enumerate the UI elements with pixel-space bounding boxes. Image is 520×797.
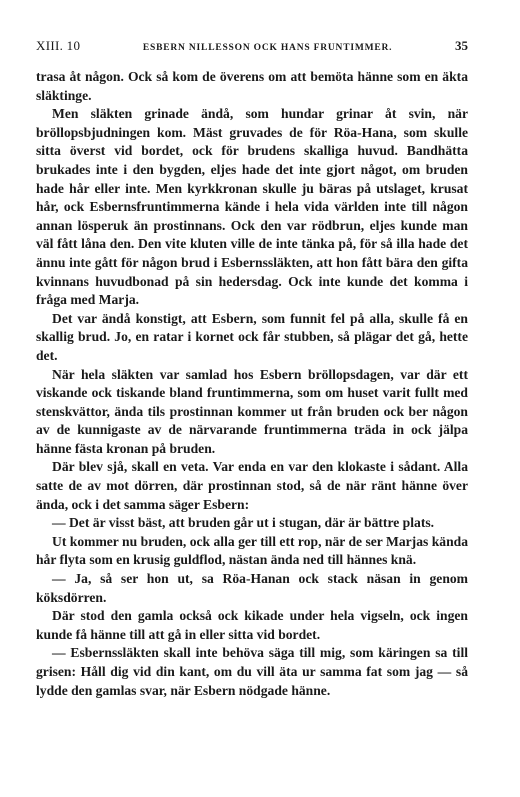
chapter-marker: XIII. 10 [36,38,81,53]
paragraph: När hela släkten var samlad hos Esbern bröllopsdagen, var där ett viskande ock tiskande bland fruntimmerna, som om huset varit fullt med stenskvättor, ända tils prostinnan kommer ut från bruden ock ber någon av de kunnigaste av de närvarande fruntimmerna träda in ock jälpa hänne fästa kronan på bruden. [36,366,468,456]
paragraph: Det var ändå konstigt, att Esbern, som funnit fel på alla, skulle få en skallig brud. Jo, en ratar i kornet ock får stubben, så plägar det gå, hette det. [36,310,468,363]
paragraph: Men släkten grinade ändå, som hundar grinar åt svin, när bröllopsbjudningen kom. Mäst gruvades de för Röa-Hana, som skulle sitta överst vid bordet, ock för brudens skalliga huvud. Bandhätta brukades inte i den bygden, eljes hade det inte gjort något, om bruden hade hår eller inte. Men kyrkkronan skulle ju bäras på utslaget, krusat hår, ock Esbernsfruntimmerna kände i hela vida världen inte till någon annan lösperuk än prostinnans. Ock den var rödbrun, eljes kunde man väl fått låna den. Den vite kluten ville de inte tänka på, för så illa hade det ännu inte gått för någon brud i Esbernssläkten, att hon fått bära den gifta kvinnans huvudbonad på sin hedersdag. Ock inte kunde det komma i fråga med Marja. [36,106,468,308]
paragraph: Där stod den gamla också ock kikade under hela vigseln, ock ingen kunde få hänne till att gå in eller sitta vid bordet. [36,608,468,642]
paragraph: — Det är visst bäst, att bruden går ut i stugan, där är bättre plats. [52,515,435,531]
paragraph: Där blev sjå, skall en veta. Var enda en var den klokaste i sådant. Alla satte de av mot dörren, där prostinnan stod, så de när ränt hänne över ända, ock i det samma säger Esbern: [36,459,468,512]
running-title: ESBERN NILLESSON OCK HANS FRUNTIMMER. [142,43,393,53]
body-text [36,68,468,700]
paragraph: — Esbernssläkten skall inte behöva säga till mig, som käringen sa till grisen: Håll dig vid din kant, om du vill äta ur samma fat som jag — så lydde den gamlas svar, när Esbern nödgade hänne. [36,645,468,698]
paragraph: trasa åt någon. Ock så kom de överens om att bemöta hänne som en äkta släktinge. [36,69,468,103]
page-number: 35 [455,38,468,53]
paragraph: Ut kommer nu bruden, ock alla ger till ett rop, när de ser Marjas kända hår flyta som en krusig guldflod, nästan ända ned till hännes knä. [36,533,468,568]
paragraph: — Ja, så ser hon ut, sa Röa-Hanan ock stack näsan in genom köksdörren. [36,571,468,605]
running-header [36,38,468,58]
